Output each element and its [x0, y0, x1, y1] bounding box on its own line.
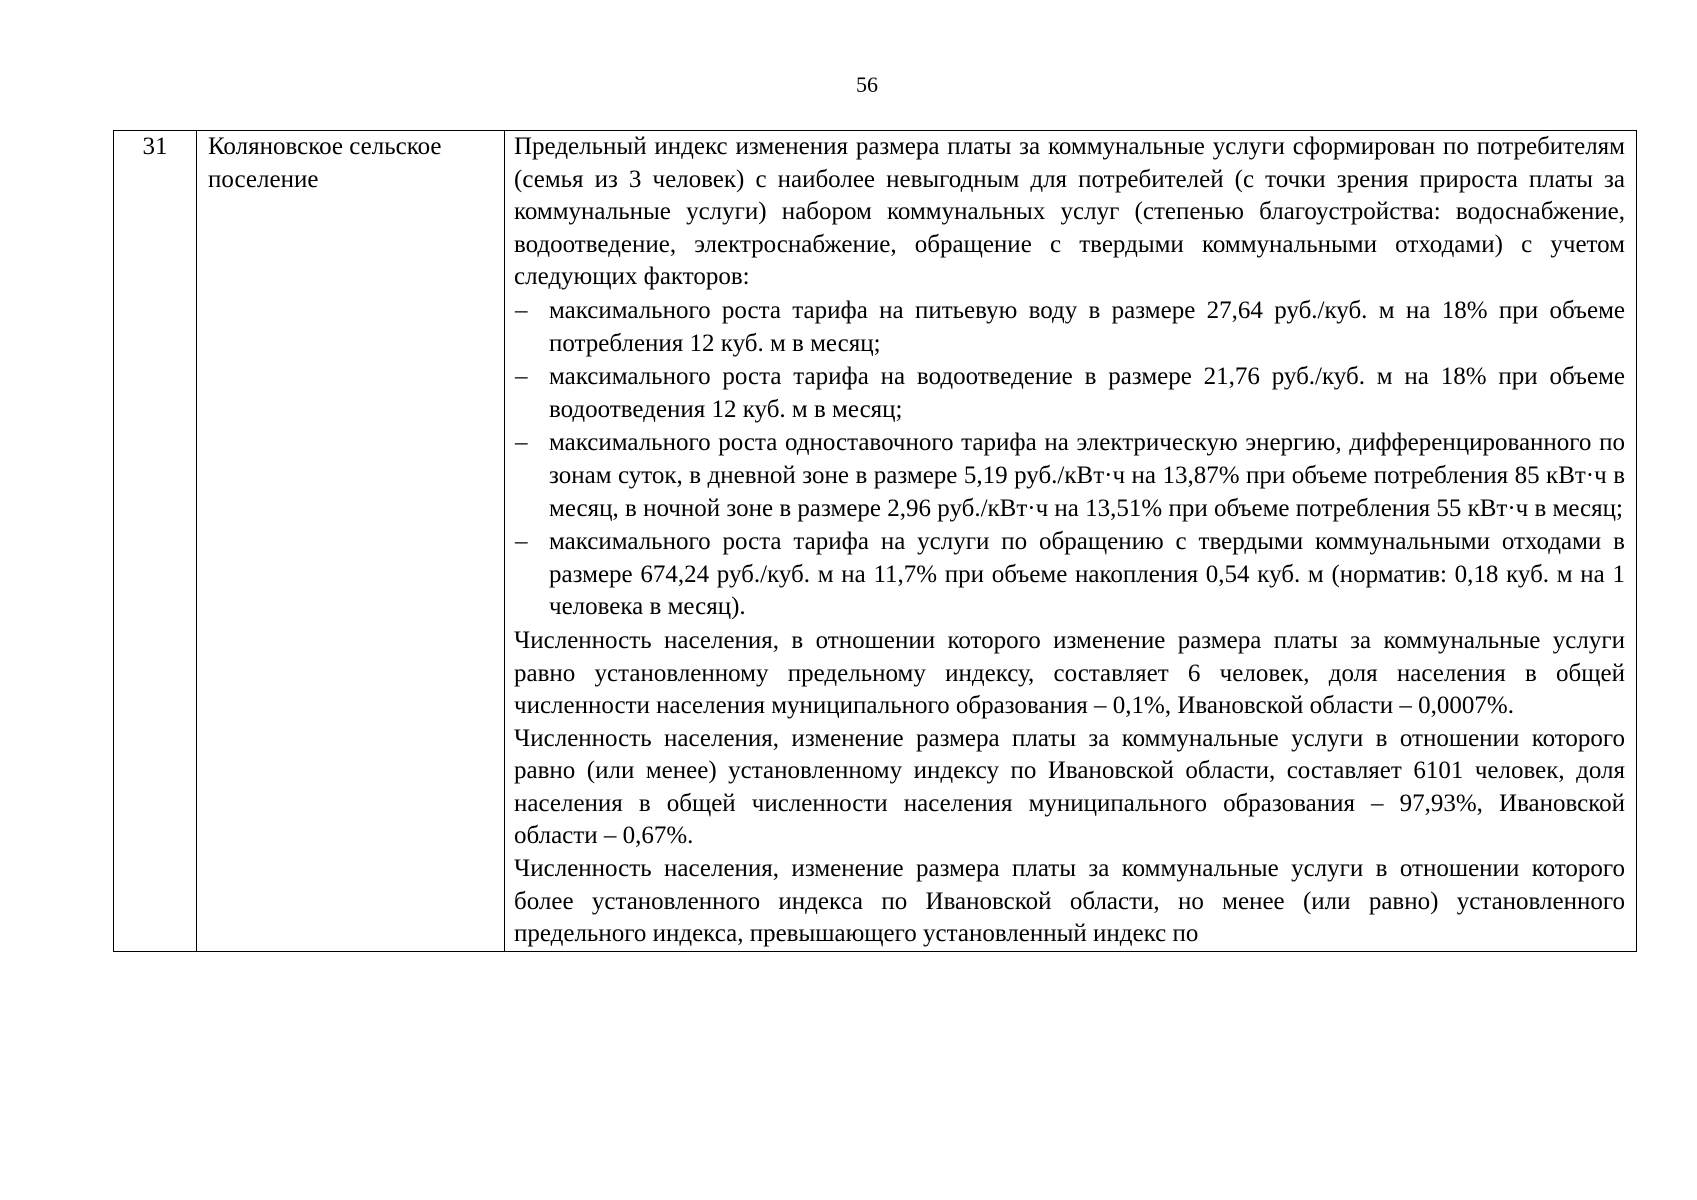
intro-paragraph: Предельный индекс изменения размера платы за коммунальные услуги сформирован по потребителям (семья из 3 человек) с наиболее невыгодным для потребителей (с точки зрения прироста платы за коммунальные услуги) набором коммунальных услуг (степенью благоустройства: водоснабжение, водоотведение, электроснабжение, обращение с твердыми коммунальными отходами) с учетом следующих факторов: [514, 133, 1625, 291]
population-paragraph: Численность населения, изменение размера платы за коммунальные услуги в отношении которого более установленного индекса по Ивановской области, но менее (или равно) установленного предельного индекса, превышающего установленный индекс по [514, 855, 1625, 948]
list-item [514, 427, 1625, 525]
bullet-text: максимального роста тарифа на водоотведение в размере 21,76 руб./куб. м на 18% при объеме водоотведения 12 куб. м в месяц; [549, 363, 1625, 423]
list-item [514, 295, 1625, 360]
dash-icon: – [515, 363, 528, 391]
dash-icon: – [515, 429, 528, 457]
tariff-table [113, 130, 1637, 952]
population-paragraph: Численность населения, изменение размера платы за коммунальные услуги в отношении которого равно (или менее) установленному индексу по Ивановской области, составляет 6101 человек, доля населения в общей численности населения муниципального образования – 97,93%, Ивановской области – 0,67%. [514, 724, 1625, 850]
bullet-text: максимального роста тарифа на питьевую воду в размере 27,64 руб./куб. м на 18% при объеме потребления 12 куб. м в месяц; [549, 296, 1625, 357]
list-item [514, 361, 1625, 426]
row-number: 31 [114, 131, 197, 952]
list-item [514, 526, 1625, 624]
page-number: 56 [856, 72, 878, 97]
bullet-text: максимального роста тарифа на услуги по обращению с твердыми коммунальными отходами в размере 674,24 руб./куб. м на 11,7% при объеме накопления 0,54 куб. м (норматив: 0,18 куб. м на 1 человека в месяц). [549, 528, 1625, 621]
dash-icon: – [515, 528, 528, 556]
table-row [114, 131, 1637, 952]
description-cell [505, 131, 1637, 952]
municipality-name: Коляновское сельское поселение [197, 131, 505, 952]
dash-icon: – [515, 296, 528, 324]
population-paragraph: Численность населения, в отношении которого изменение размера платы за коммунальные услуги равно установленному предельному индексу, составляет 6 человек, доля населения в общей численности населения муниципального образования – 0,1%, Ивановской области – 0,0007%. [514, 626, 1625, 720]
bullet-text: максимального роста одноставочного тарифа на электрическую энергию, дифференцированного по зонам суток, в дневной зоне в размере 5,19 руб./кВт·ч на 13,87% при объеме потребления 85 кВт·ч в месяц, в ночной зоне в размере 2,96 руб./кВт·ч на 13,51% при объеме потребления 55 кВт·ч в месяц; [549, 429, 1625, 522]
